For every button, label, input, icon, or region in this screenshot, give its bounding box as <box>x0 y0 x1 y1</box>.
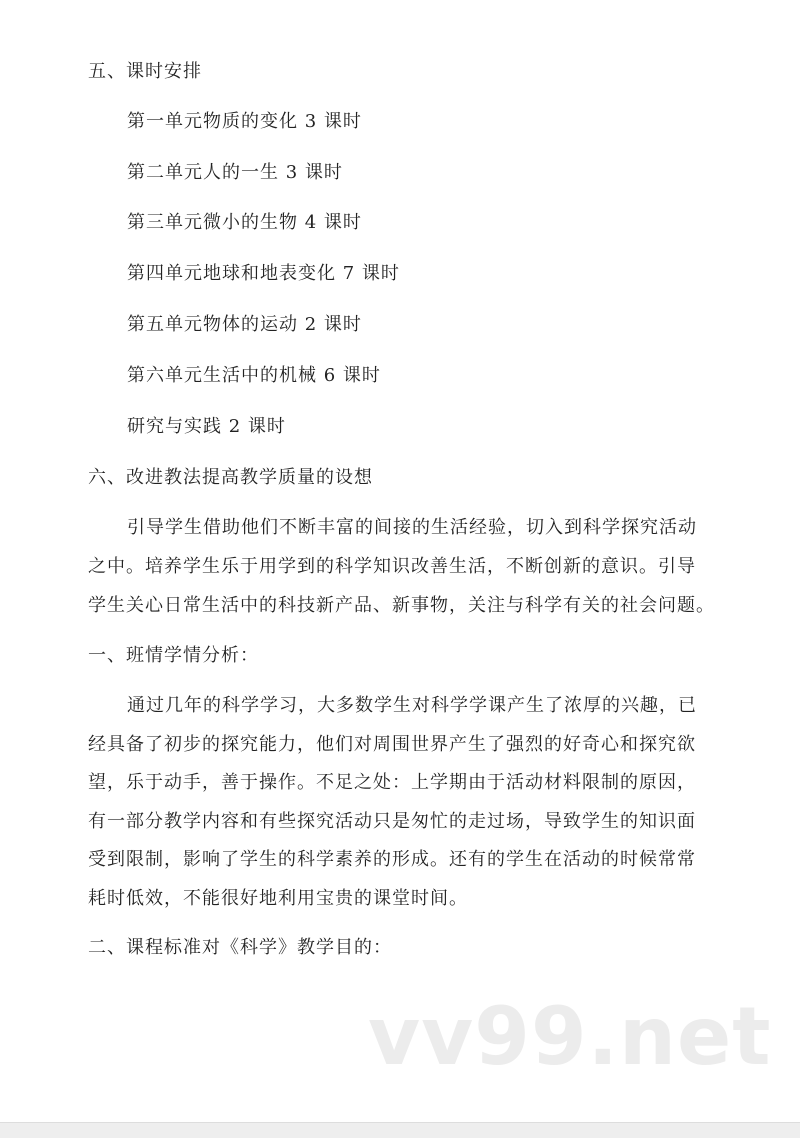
paragraph-line: 望，乐于动手，善于操作。不足之处：上学期由于活动材料限制的原因， <box>88 772 696 793</box>
page-bottom-edge <box>0 1122 800 1138</box>
section-heading-schedule: 五、课时安排 <box>88 61 202 82</box>
paragraph-line: 经具备了初步的探究能力，他们对周围世界产生了强烈的好奇心和探究欲 <box>88 734 696 755</box>
paragraph-line: 学生关心日常生活中的科技新产品、新事物，关注与科学有关的社会问题。 <box>88 595 715 616</box>
paragraph-line: 耗时低效，不能很好地利用宝贵的课堂时间。 <box>88 888 468 909</box>
schedule-item-unit-6: 第六单元生活中的机械 6 课时 <box>127 365 381 386</box>
schedule-item-unit-4: 第四单元地球和地表变化 7 课时 <box>127 263 400 284</box>
section-heading-class-analysis: 一、班情学情分析： <box>88 645 259 666</box>
schedule-item-unit-5: 第五单元物体的运动 2 课时 <box>127 314 362 335</box>
paragraph-line: 通过几年的科学学习，大多数学生对科学学课产生了浓厚的兴趣，已 <box>127 695 697 716</box>
paragraph-line: 之中。培养学生乐于用学到的科学知识改善生活，不断创新的意识。引导 <box>88 556 696 577</box>
schedule-item-unit-3: 第三单元微小的生物 4 课时 <box>127 212 362 233</box>
paragraph-line: 受到限制，影响了学生的科学素养的形成。还有的学生在活动的时候常常 <box>88 849 696 870</box>
paragraph-line: 有一部分教学内容和有些探究活动只是匆忙的走过场，导致学生的知识面 <box>88 811 696 832</box>
section-heading-curriculum: 二、课程标准对《科学》教学目的： <box>88 937 392 958</box>
schedule-item-unit-1: 第一单元物质的变化 3 课时 <box>127 111 362 132</box>
schedule-item-unit-2: 第二单元人的一生 3 课时 <box>127 162 343 183</box>
paragraph-line: 引导学生借助他们不断丰富的间接的生活经验，切入到科学探究活动 <box>127 517 697 538</box>
schedule-item-research: 研究与实践 2 课时 <box>127 416 286 437</box>
watermark-text: vv99.net <box>368 990 772 1083</box>
section-heading-teaching-improvement: 六、改进教法提高教学质量的设想 <box>88 467 373 488</box>
